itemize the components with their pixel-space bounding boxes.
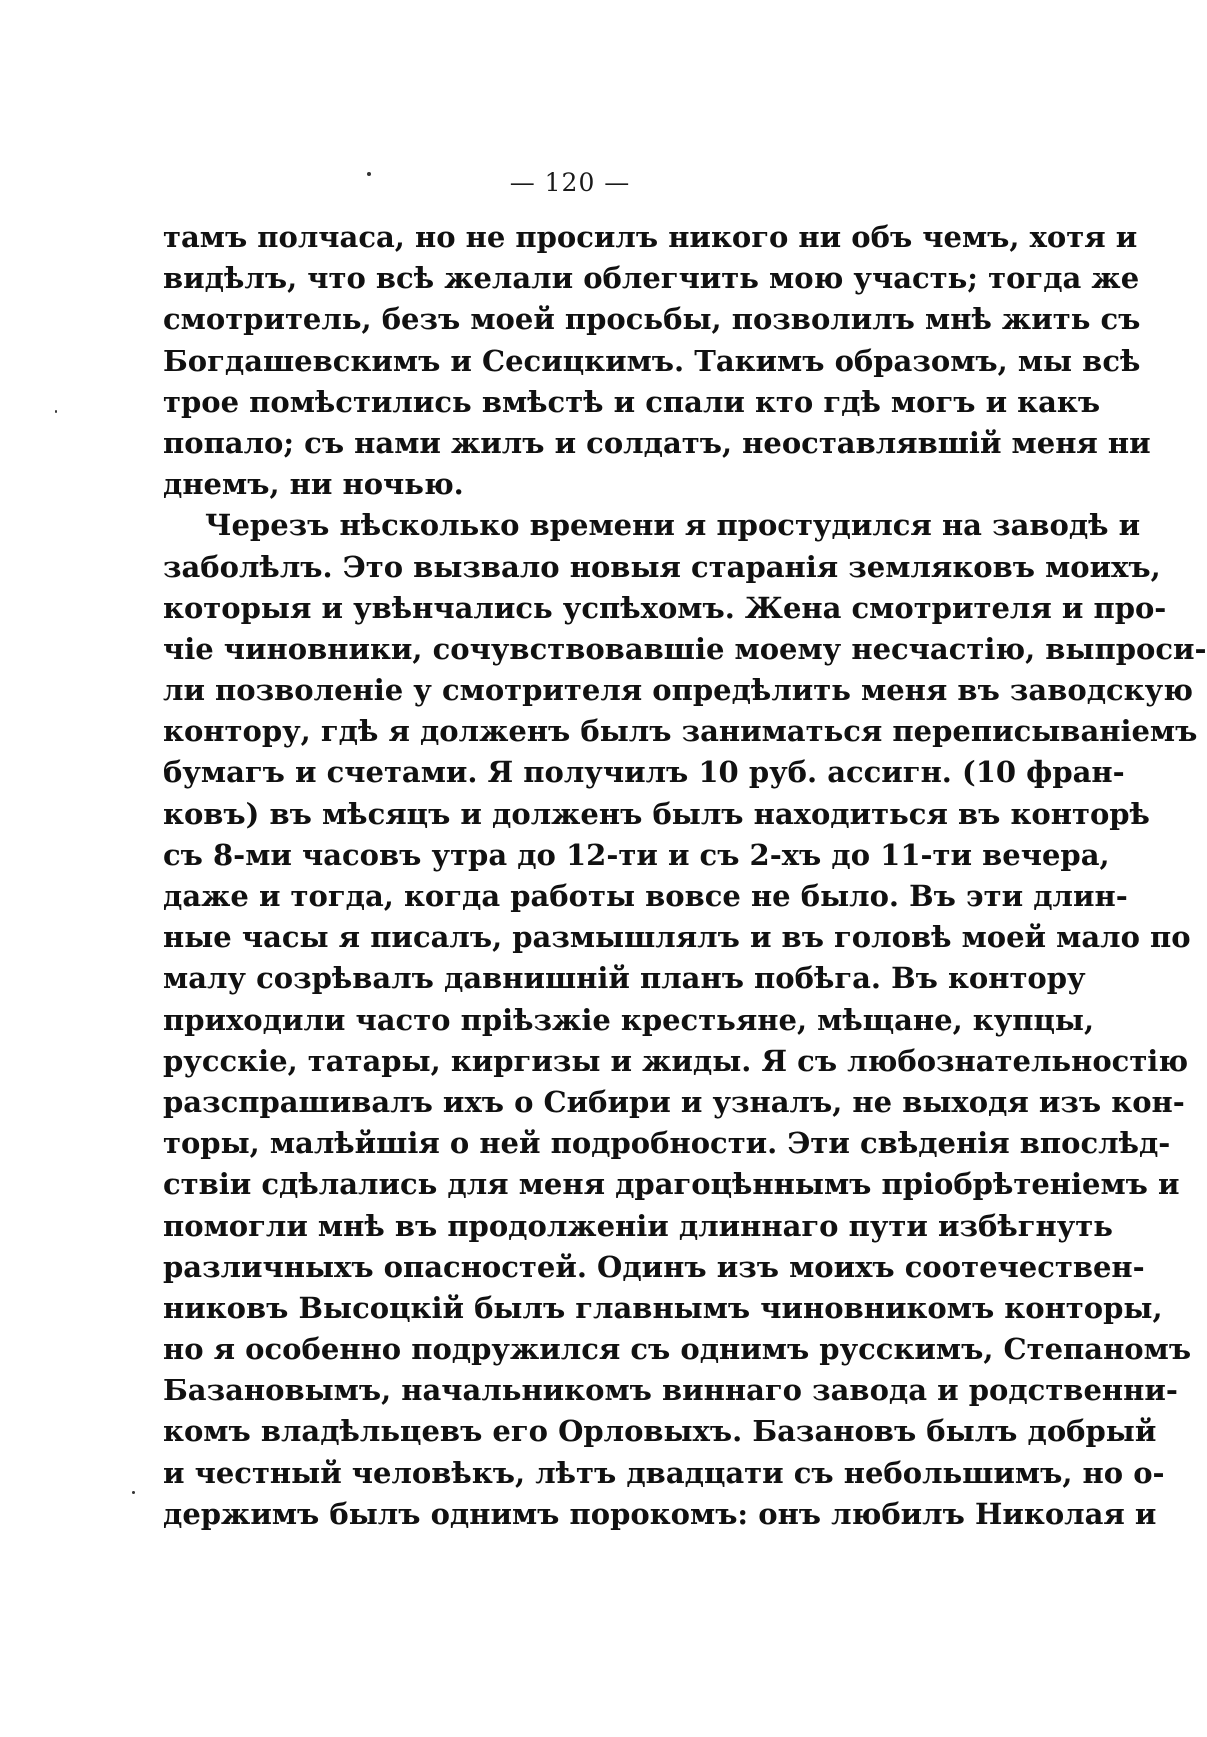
text-line: даже и тогда, когда работы вовсе не было. Въ эти длин- — [163, 879, 1128, 913]
ink-speck — [132, 1491, 135, 1494]
text-line: видѣлъ, что всѣ желали облегчить мою участь; тогда же — [163, 261, 1140, 296]
text-line: никовъ Высоцкій былъ главнымъ чиновникомъ конторы, — [163, 1290, 1163, 1325]
text-line: различныхъ опасностей. Одинъ изъ моихъ соотечествен- — [163, 1249, 1145, 1284]
text-line: ствіи сдѣлались для меня драгоцѣннымъ пріобрѣтеніемъ и — [163, 1167, 1180, 1202]
text-line: Черезъ нѣсколько времени я простудился на заводѣ и — [205, 508, 1141, 543]
text-line: чіе чиновники, сочувствовавшіе моему несчастію, выпроси- — [163, 631, 1207, 666]
text-line: смотритель, безъ моей просьбы, позволилъ мнѣ жить съ — [163, 302, 1141, 337]
text-line: трое помѣстились вмѣстѣ и спали кто гдѣ могъ и какъ — [163, 384, 1101, 419]
text-line: тамъ полчаса, но не просилъ никого ни объ чемъ, хотя и — [163, 220, 1138, 254]
text-line: днемъ, ни ночью. — [163, 467, 464, 502]
text-line: контору, гдѣ я долженъ былъ заниматься переписываніемъ — [163, 714, 1198, 749]
text-line: которыя и увѣнчались успѣхомъ. Жена смотрителя и про- — [163, 590, 1167, 625]
text-line: Богдашевскимъ и Сесицкимъ. Такимъ образомъ, мы всѣ — [163, 343, 1141, 378]
text-line: ковъ) въ мѣсяцъ и долженъ былъ находиться въ конторѣ — [163, 796, 1150, 831]
text-line: приходили часто пріѣзжіе крестьяне, мѣщане, купцы, — [163, 1002, 1095, 1037]
text-line: ли позволеніе у смотрителя опредѣлить меня въ заводскую — [163, 673, 1193, 708]
text-line: помогли мнѣ въ продолженіи длиннаго пути избѣгнуть — [163, 1208, 1113, 1243]
text-line: Базановымъ, начальникомъ виннаго завода и родственни- — [163, 1373, 1178, 1408]
text-line: ные часы я писалъ, размышлялъ и въ головѣ моей мало по — [163, 920, 1191, 955]
body-text — [163, 217, 1207, 1535]
ink-speck — [55, 410, 57, 413]
text-line: съ 8-ми часовъ утра до 12-ти и съ 2-хъ до 11-ти вечера, — [163, 837, 1110, 872]
text-line: но я особенно подружился съ однимъ русскимъ, Степаномъ — [163, 1332, 1192, 1367]
text-line: комъ владѣльцевъ его Орловыхъ. Базановъ былъ добрый — [163, 1414, 1157, 1449]
text-line: русскіе, татары, киргизы и жиды. Я съ любознательностію — [163, 1043, 1189, 1078]
text-line: торы, малѣйшія о ней подробности. Эти свѣденія впослѣд- — [163, 1126, 1171, 1161]
page-number: — 120 — — [509, 168, 631, 197]
text-line: разспрашивалъ ихъ о Сибири и узналъ, не выходя изъ кон- — [163, 1084, 1185, 1119]
text-line: бумагъ и счетами. Я получилъ 10 руб. ассигн. (10 фран- — [163, 755, 1125, 790]
text-line: держимъ былъ однимъ порокомъ: онъ любилъ Николая и — [163, 1496, 1157, 1531]
text-line: и честный человѣкъ, лѣтъ двадцати съ небольшимъ, но о- — [163, 1455, 1165, 1490]
text-line: малу созрѣвалъ давнишній планъ побѣга. Въ контору — [163, 961, 1086, 996]
text-line: попало; съ нами жилъ и солдатъ, неоставлявшій меня ни — [163, 425, 1151, 460]
text-line: заболѣлъ. Это вызвало новыя старанія земляковъ моихъ, — [163, 549, 1161, 584]
